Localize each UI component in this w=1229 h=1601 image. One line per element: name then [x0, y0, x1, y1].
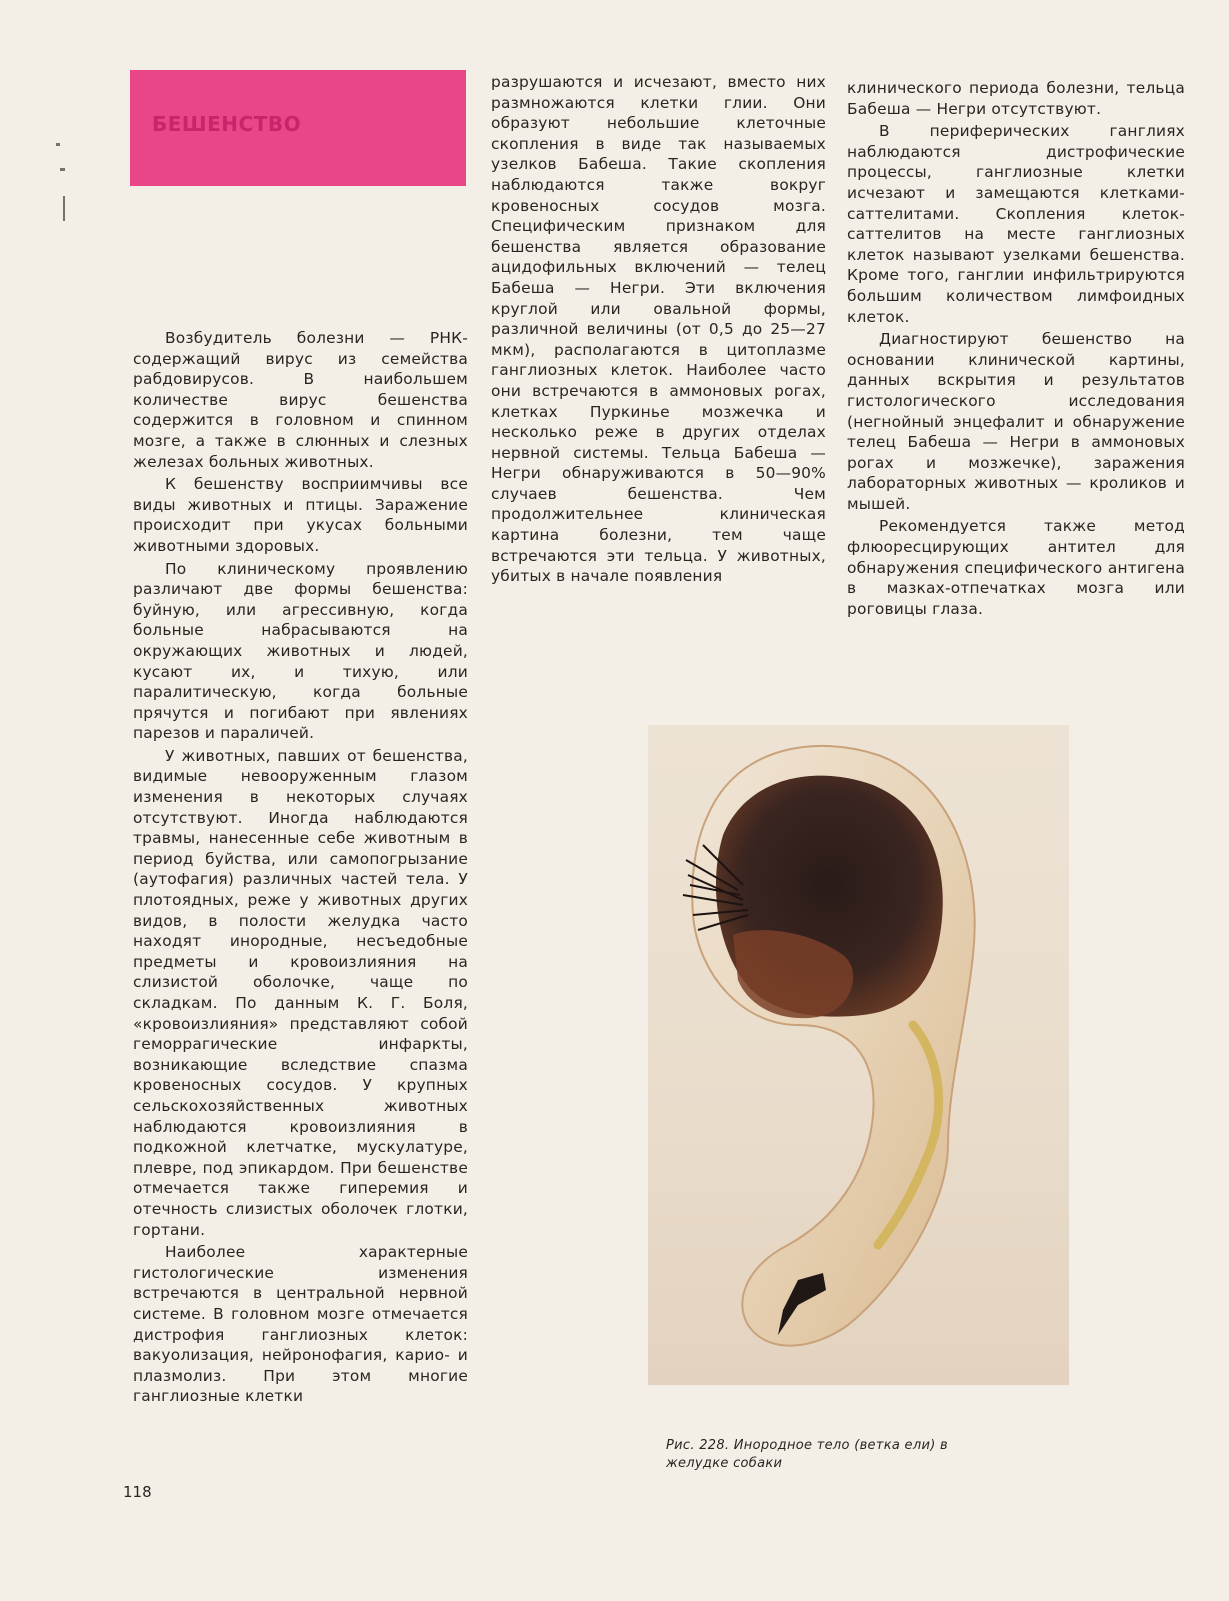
section-title: БЕШЕНСТВО — [152, 112, 302, 136]
page-number: 118 — [123, 1483, 152, 1501]
paragraph: По клиническому проявлению различают две формы бешенства: буйную, или агрессивную, когда больные набрасываются на окружающих животных и людей, кусают их, и тихую, или паралитическую, когда больные прячутся и погибают при явлениях парезов и параличей. — [133, 559, 468, 743]
paragraph: Диагностируют бешенство на основании клинической картины, данных вскрытия и результатов гистологического исследования (негнойный энцефалит и обнаружение телец Бабеша — Негри в аммоновых рогах и мозжечке), заражения лабораторных животных — кроликов и мышей. — [847, 330, 1185, 513]
heading-banner — [130, 70, 466, 186]
paragraph: клинического периода болезни, тельца Бабеша — Негри отсутствуют. — [847, 79, 1185, 118]
paragraph: Наиболее характерные гистологические изменения встречаются в центральной нервной системе. В головном мозге отмечается дистрофия ганглиозных клеток: вакуолизация, нейронофагия, карио- и плазмолиз. При этом многие ганглиозные клетки — [133, 1243, 468, 1406]
caption-line: Рис. 228. Инородное тело (ветка ели) в — [666, 1438, 948, 1453]
paragraph: разрушаются и исчезают, вместо них размножаются клетки глии. Они образуют небольшие клеточные скопления в виде так называемых узелков Бабеша. Такие скопления наблюдаются также вокруг кровеносных сосудов мозга. Специфическим признаком для бешенства является образование ацидофильных включений — телец Бабеша — Негри. Эти включения круглой или овальной формы, различной величины (от 0,5 до 25—27 мкм), располагаются в цитоплазме ганглиозных клеток. Наиболее часто они встречаются в аммоновых рогах, клетках Пуркинье мозжечка и несколько реже в других отделах нервной системы. Тельца Бабеша — Негри обнаруживаются в 50—90% случаев бешенства. Чем продолжительнее клиническая картина болезни, тем чаще встречаются эти тельца. У животных, убитых в начале появления — [491, 73, 826, 586]
figure-caption — [666, 1437, 1046, 1473]
caption-line: желудке собаки — [666, 1456, 783, 1471]
stomach-photo — [648, 725, 1069, 1385]
paragraph: К бешенству восприимчивы все виды животных и птицы. Заражение происходит при укусах больными животными здоровых. — [133, 475, 468, 555]
stomach-illustration — [648, 725, 1069, 1385]
paragraph: В периферических ганглиях наблюдаются дистрофические процессы, ганглиозные клетки исчезают и замещаются клетками-саттелитами. Скопления клеток-саттелитов на месте ганглиозных клеток называют узелками бешенства. Кроме того, ганглии инфильтрируются большим количеством лимфоидных клеток. — [847, 122, 1185, 326]
paragraph: У животных, павших от бешенства, видимые невооруженным глазом изменения в некоторых случаях отсутствуют. Иногда наблюдаются травмы, нанесенные себе животным в период буйства, или самопогрызание (аутофагия) различных частей тела. У плотоядных, реже у животных других видов, в полости желудка часто находят инородные, несъедобные предметы и кровоизлияния на слизистой оболочке, чаще по складкам. По данным К. Г. Боля, «кровоизлияния» представляют собой геморрагические инфаркты, возникающие вследствие спазма кровеносных сосудов. У крупных сельскохозяйственных животных наблюдаются кровоизлияния в подкожной клетчатке, мускулатуре, плевре, под эпикардом. При бешенстве отмечается также гиперемия и отечность слизистых оболочек глотки, гортани. — [133, 746, 468, 1239]
text-column-2 — [491, 72, 826, 589]
paragraph: Возбудитель болезни — РНК-содержащий вирус из семейства рабдовирусов. В наибольшем количестве вирус бешенства содержится в головном и спинном мозге, а также в слюнных и слезных железах больных животных. — [133, 329, 468, 471]
paragraph: Рекомендуется также метод флюоресцирующих антител для обнаружения специфического антигена в мазках-отпечатках мозга или роговицы глаза. — [847, 517, 1185, 618]
text-column-1 — [133, 328, 468, 1409]
text-column-3 — [847, 78, 1185, 621]
margin-mark — [60, 168, 65, 171]
margin-mark — [56, 143, 60, 146]
margin-mark — [63, 196, 65, 221]
